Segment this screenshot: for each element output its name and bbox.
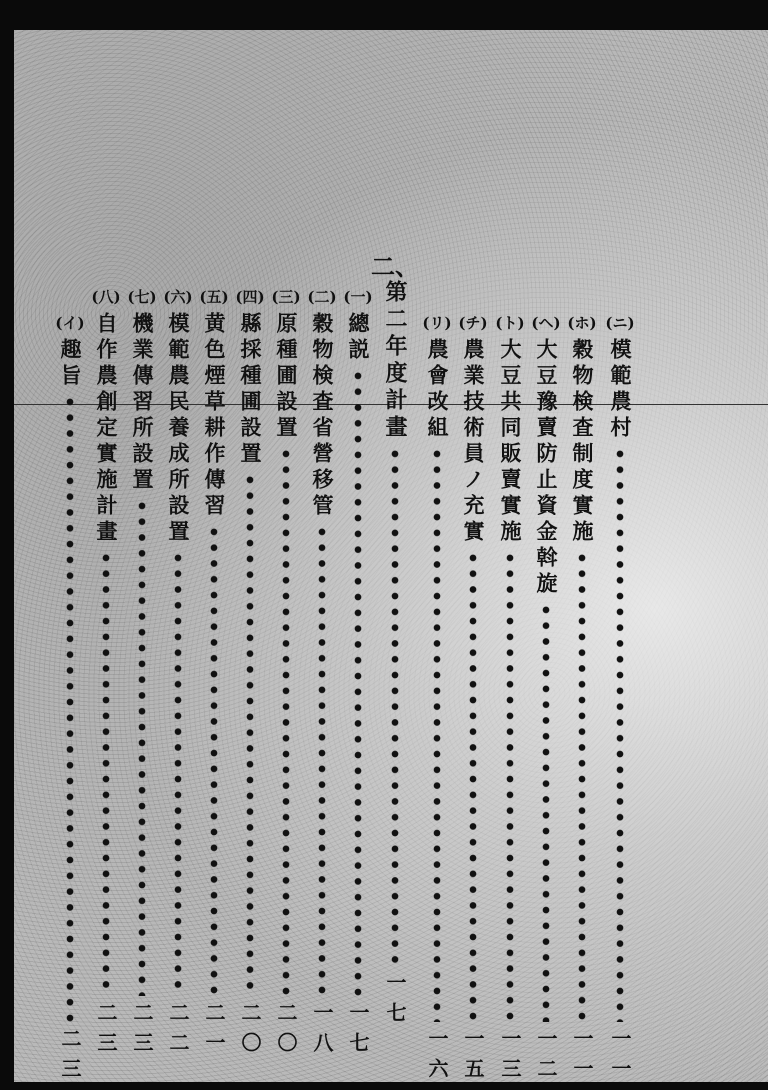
entry-title: 趣旨 [58, 338, 83, 390]
dot-leader [281, 446, 291, 996]
entry-mark: (三) [271, 288, 301, 306]
entry-title: 縣採種圃設置 [238, 312, 263, 468]
toc-entry [567, 308, 597, 1088]
entry-mark: (ト) [495, 314, 525, 332]
toc-entry [55, 308, 85, 1088]
dot-leader [317, 524, 327, 996]
entry-title: 大豆共同販賣實施 [498, 338, 523, 546]
entry-title: 農會改組 [425, 338, 450, 442]
entry-page: 一六 [425, 1028, 449, 1088]
entry-mark: (リ) [422, 314, 452, 332]
entry-title: 穀物検査制度實施 [570, 338, 595, 546]
entry-title: 自作農創定實施計畫 [94, 312, 119, 546]
dot-leader [209, 524, 219, 996]
dot-leader [390, 446, 400, 966]
entry-page: 一八 [310, 1002, 334, 1062]
toc-entry [235, 282, 265, 1062]
toc-entry [495, 308, 525, 1088]
entry-mark: (六) [163, 288, 193, 306]
toc-entry [605, 308, 635, 1088]
dot-leader [65, 394, 75, 1022]
entry-title: 第二年度計畫 [382, 280, 408, 442]
entry-mark: (五) [199, 288, 229, 306]
entry-mark: (二) [307, 288, 337, 306]
entry-page: 一一 [570, 1028, 594, 1088]
entry-page: 二三 [58, 1028, 82, 1088]
toc-entry [163, 282, 193, 1062]
entry-page: 二三 [94, 1002, 118, 1062]
entry-mark: (八) [91, 288, 121, 306]
dot-leader [432, 446, 442, 1022]
dot-leader [353, 368, 363, 996]
toc-entry [91, 282, 121, 1062]
dot-leader [615, 446, 625, 1022]
entry-title: 機業傳習所設置 [130, 312, 155, 494]
entry-page: 二二 [166, 1002, 190, 1062]
entry-mark: (七) [127, 288, 157, 306]
entry-mark: (一) [343, 288, 373, 306]
entry-title: 黄色煙草耕作傳習 [202, 312, 227, 520]
dot-leader [173, 550, 183, 996]
toc-entry [199, 282, 229, 1062]
toc-entry [422, 308, 452, 1088]
entry-title: 原種圃設置 [274, 312, 299, 442]
entry-title: 模範農村 [608, 338, 633, 442]
entry-mark: (チ) [458, 314, 488, 332]
dot-leader [137, 498, 147, 996]
toc-entry [271, 282, 301, 1062]
entry-title: 大豆豫賣防止資金斡旋 [534, 338, 559, 598]
entry-mark: (ヘ) [531, 314, 561, 332]
toc-entry [531, 308, 561, 1088]
entry-page: 一一 [608, 1028, 632, 1088]
dot-leader [468, 550, 478, 1022]
entry-page: 二三 [130, 1002, 154, 1062]
toc-section-heading [371, 252, 419, 1032]
entry-page: 二一 [202, 1002, 226, 1062]
dot-leader [541, 602, 551, 1022]
dot-leader [101, 550, 111, 996]
entry-page: 一二 [534, 1028, 558, 1088]
entry-page: 二〇 [238, 1002, 262, 1062]
toc-entry [343, 282, 373, 1062]
toc-entry [307, 282, 337, 1062]
dot-leader [505, 550, 515, 1022]
dot-leader [577, 550, 587, 1022]
entry-page: 一七 [346, 1002, 370, 1062]
entry-title: 模範農民養成所設置 [166, 312, 191, 546]
toc-entry [127, 282, 157, 1062]
entry-title: 總説 [346, 312, 371, 364]
dot-leader [245, 472, 255, 996]
entry-page: 一七 [383, 972, 407, 1032]
entry-mark: 二、 [371, 252, 419, 281]
entry-page: 二〇 [274, 1002, 298, 1062]
toc-entry [458, 308, 488, 1088]
entry-mark: (ホ) [567, 314, 597, 332]
entry-mark: (イ) [55, 314, 85, 332]
entry-title: 穀物検査省營移管 [310, 312, 335, 520]
entry-mark: (四) [235, 288, 265, 306]
entry-page: 一五 [461, 1028, 485, 1088]
document-page [14, 30, 768, 1088]
entry-title: 農業技術員ノ充實 [461, 338, 486, 546]
entry-mark: (ニ) [605, 314, 635, 332]
entry-page: 一三 [498, 1028, 522, 1088]
